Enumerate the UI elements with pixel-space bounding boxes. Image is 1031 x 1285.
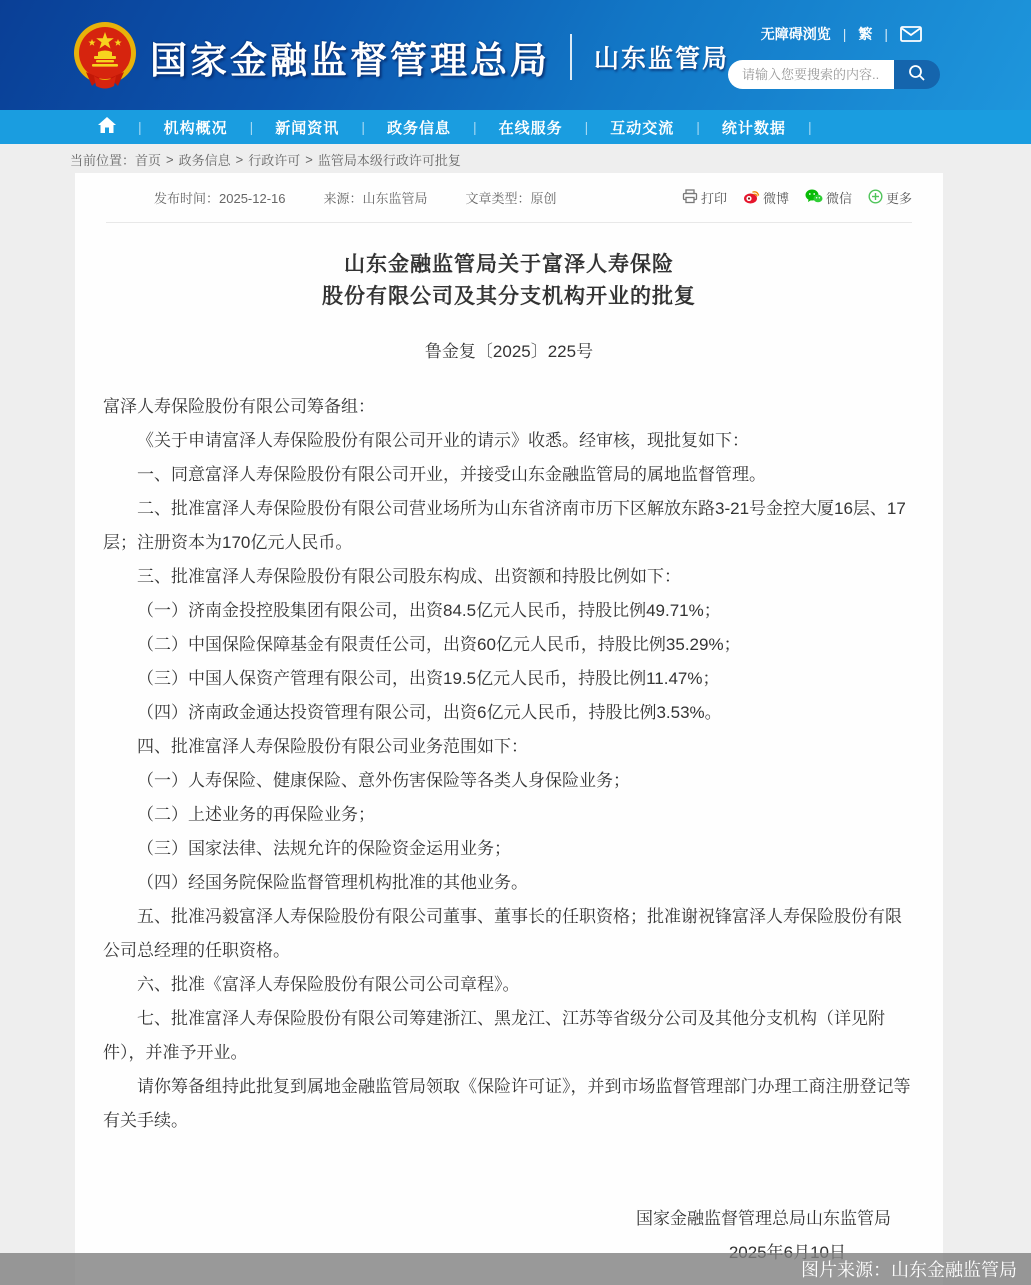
site-header <box>0 0 1031 110</box>
print-label: 打印 <box>700 191 727 206</box>
traditional-chinese-link[interactable]: 繁 <box>858 26 873 42</box>
wechat-share-button[interactable] <box>805 188 852 207</box>
document-title-line2: 股份有限公司及其分支机构开业的批复 <box>322 285 696 308</box>
nav-item-online-service[interactable]: 在线服务 <box>498 119 563 137</box>
search-input[interactable] <box>728 60 894 89</box>
nav-item-gov-info[interactable]: 政务信息 <box>386 119 451 137</box>
image-source-bar <box>0 1253 1031 1285</box>
more-label: 更多 <box>885 191 912 206</box>
doc-paragraph: 六、批准《富泽人寿保险股份有限公司公司章程》。 <box>137 975 520 994</box>
doc-paragraph: 《关于申请富泽人寿保险股份有限公司开业的请示》收悉。经审核，现批复如下： <box>137 431 749 450</box>
doc-paragraph: （一）人寿保险、健康保险、意外伤害保险等各类人身保险业务； <box>137 771 630 790</box>
doc-paragraph: （四）经国务院保险监督管理机构批准的其他业务。 <box>137 873 528 892</box>
publish-time: 发布时间：2025-12-16 <box>154 191 286 206</box>
doc-paragraph: 一、同意富泽人寿保险股份有限公司开业，并接受山东金融监管局的属地监督管理。 <box>137 465 766 484</box>
nav-item-news[interactable]: 新闻资讯 <box>275 119 340 137</box>
nav-separator: | <box>807 119 812 135</box>
doc-paragraph: 七、批准富泽人寿保险股份有限公司筹建浙江、黑龙江、江苏等省级分公司及其他分支机构（详见附件），并准予开业。 <box>103 1009 885 1062</box>
breadcrumb-separator: > <box>166 151 174 167</box>
nav-item-statistics[interactable]: 统计数据 <box>721 119 786 137</box>
nav-separator: | <box>249 119 254 135</box>
weibo-share-button[interactable] <box>743 188 789 207</box>
nav-separator: | <box>361 119 365 135</box>
doc-paragraph: 四、批准富泽人寿保险股份有限公司业务范围如下： <box>137 737 528 756</box>
wechat-label: 微信 <box>825 191 852 206</box>
top-link-separator: | <box>842 26 847 42</box>
nav-separator: | <box>696 119 700 135</box>
nav-item-interaction[interactable]: 互动交流 <box>610 119 675 137</box>
mail-icon[interactable] <box>900 26 922 42</box>
doc-paragraph: 三、批准富泽人寿保险股份有限公司股东构成、出资额和持股比例如下： <box>137 567 681 586</box>
article-type: 文章类型：原创 <box>465 191 557 206</box>
top-links <box>761 24 922 44</box>
image-source-text: 图片来源：山东金融监管局 <box>801 1260 1017 1280</box>
article-meta <box>106 173 912 223</box>
doc-paragraph: （一）济南金投控股集团有限公司，出资84.5亿元人民币，持股比例49.71%； <box>137 601 721 620</box>
doc-paragraph: （三）中国人保资产管理有限公司，出资19.5亿元人民币，持股比例11.47%； <box>137 669 720 688</box>
nav-separator: | <box>138 119 142 135</box>
plus-more-icon <box>868 189 886 207</box>
weibo-label: 微博 <box>762 191 789 206</box>
doc-paragraph: 二、批准富泽人寿保险股份有限公司营业场所为山东省济南市历下区解放东路3-21号金控大厦16层、17层；注册资本为170亿元人民币。 <box>103 499 906 552</box>
doc-paragraph: 请你筹备组持此批复到属地金融监管局领取《保险许可证》，并到市场监督管理部门办理工商注册登记等有关手续。 <box>103 1077 911 1130</box>
search-button[interactable] <box>894 60 940 89</box>
breadcrumb-separator: > <box>305 151 313 167</box>
document-title-line1: 山东金融监管局关于富泽人寿保险 <box>344 253 674 276</box>
document-title <box>75 249 943 313</box>
main-nav <box>0 110 1031 144</box>
doc-paragraph: （四）济南政金通达投资管理有限公司，出资6亿元人民币，持股比例3.53%。 <box>137 703 722 722</box>
breadcrumb-item-home[interactable]: 首页 <box>135 152 162 168</box>
top-link-separator: | <box>884 26 888 42</box>
title-divider <box>570 34 572 80</box>
doc-paragraph: 五、批准冯毅富泽人寿保险股份有限公司董事、董事长的任职资格；批准谢祝锋富泽人寿保险股份有限公司总经理的任职资格。 <box>103 907 902 960</box>
nav-separator: | <box>584 119 589 135</box>
breadcrumb <box>0 144 1031 174</box>
nav-home-button[interactable] <box>98 117 116 138</box>
breadcrumb-label: 当前位置： <box>70 152 136 168</box>
print-icon <box>682 189 701 207</box>
signature-organization: 国家金融监督管理总局山东监管局 <box>636 1209 891 1228</box>
breadcrumb-item-admin-license[interactable]: 行政许可 <box>248 152 301 168</box>
doc-paragraph: （二）上述业务的再保险业务； <box>137 805 375 824</box>
header-right <box>728 24 940 89</box>
site-title: 国家金融监督管理总局 <box>150 40 550 81</box>
doc-paragraph: 富泽人寿保险股份有限公司筹备组： <box>103 397 375 416</box>
document-number: 鲁金复〔2025〕225号 <box>424 342 594 361</box>
meta-fields <box>106 188 595 207</box>
breadcrumb-item-current: 监管局本级行政许可批复 <box>317 152 461 168</box>
nav-separator: | <box>472 119 477 135</box>
nav-item-org-overview[interactable]: 机构概况 <box>163 119 228 137</box>
accessibility-link[interactable]: 无障碍浏览 <box>760 26 831 42</box>
search-bar <box>728 60 940 89</box>
weibo-icon <box>743 189 763 207</box>
breadcrumb-separator: > <box>235 151 244 167</box>
more-share-button[interactable] <box>868 188 912 207</box>
document-body <box>75 390 943 1138</box>
article-source: 来源：山东监管局 <box>323 191 428 206</box>
national-emblem-logo <box>72 20 138 90</box>
doc-paragraph: （三）国家法律、法规允许的保险资金运用业务； <box>137 839 511 858</box>
search-icon <box>907 63 927 86</box>
header-titles <box>150 30 729 84</box>
home-icon <box>98 117 116 138</box>
print-button[interactable] <box>682 188 727 207</box>
share-actions <box>666 188 912 207</box>
article-card <box>75 173 943 1285</box>
wechat-icon <box>805 189 826 207</box>
bureau-title: 山东监管局 <box>594 45 730 73</box>
breadcrumb-item-gov-info[interactable]: 政务信息 <box>178 152 231 168</box>
doc-paragraph: （二）中国保险保障基金有限责任公司，出资60亿元人民币，持股比例35.29%； <box>137 635 741 654</box>
